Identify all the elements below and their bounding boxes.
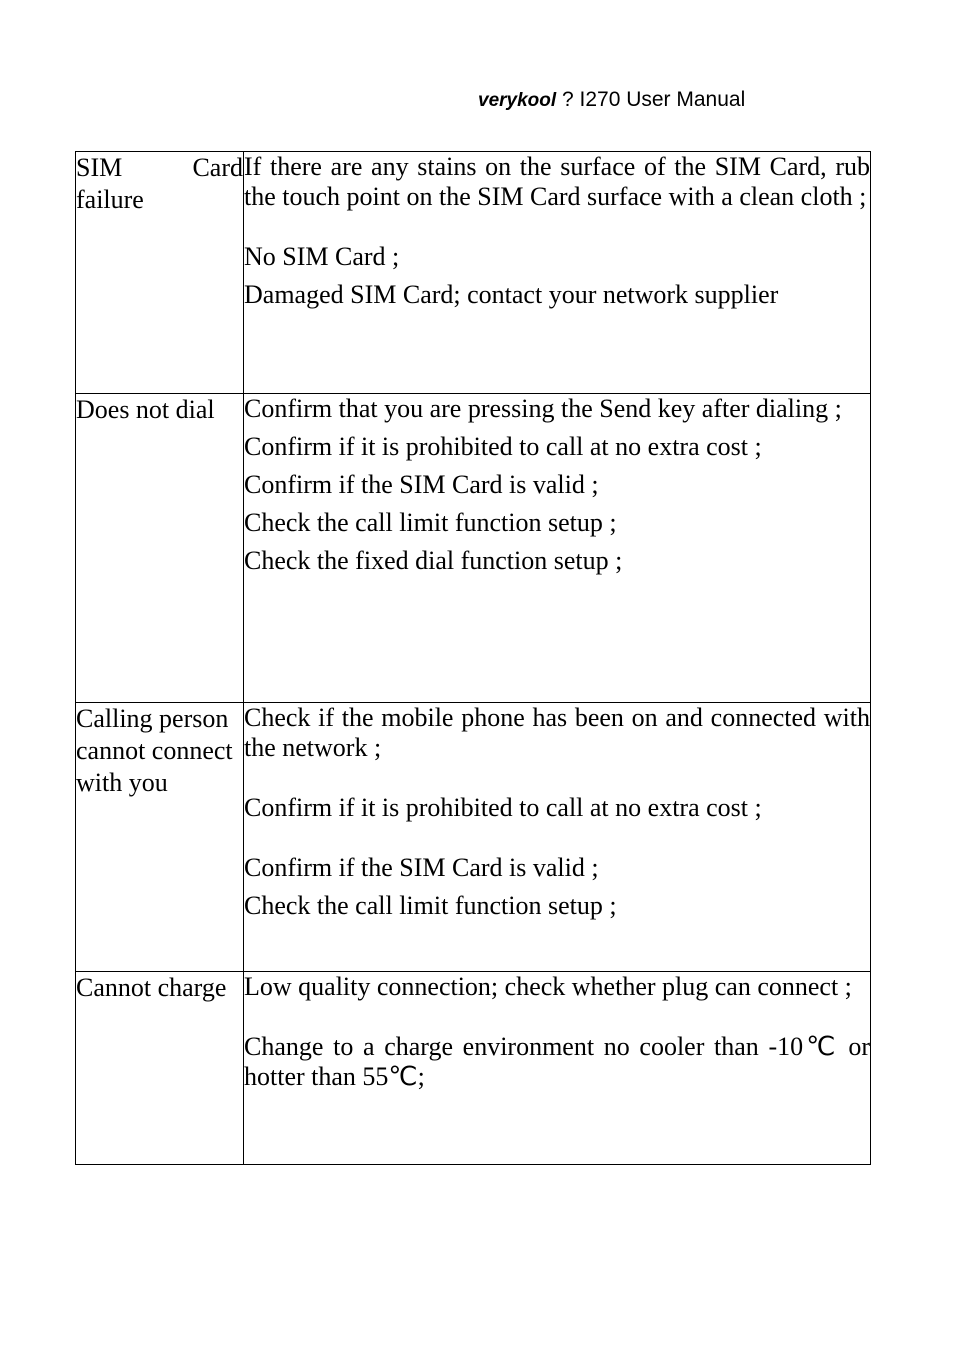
- troubleshooting-table: [75, 151, 871, 1165]
- table-row: [76, 152, 871, 394]
- table-row: [76, 703, 871, 972]
- table-row: [76, 394, 871, 703]
- solution-text: Confirm if the SIM Card is valid ;: [244, 853, 599, 882]
- solution-cell: [244, 152, 871, 394]
- solution-text: Confirm if it is prohibited to call at no extra cost ;: [244, 793, 762, 822]
- solution-text: Check the call limit function setup ;: [244, 891, 617, 920]
- problem-cell: Cannot charge: [76, 972, 244, 1165]
- solution-text: Confirm if it is prohibited to call at no extra cost ;: [244, 432, 762, 461]
- solution-cell: [244, 972, 871, 1165]
- solution-text: Check the call limit function setup ;: [244, 508, 617, 537]
- problem-cell: Calling person cannot connect with you: [76, 703, 244, 972]
- solution-text: No SIM Card ;: [244, 242, 400, 271]
- problem-cell: Does not dial: [76, 394, 244, 703]
- manual-title: ? I270 User Manual: [556, 88, 746, 111]
- solution-text: Low quality connection; check whether plug can connect ;: [244, 972, 852, 1001]
- solution-text: Confirm if the SIM Card is valid ;: [244, 470, 599, 499]
- solution-text: Check the fixed dial function setup ;: [244, 546, 623, 575]
- solution-cell: [244, 703, 871, 972]
- solution-text: Damaged SIM Card; contact your network supplier: [244, 280, 779, 309]
- solution-text: Check if the mobile phone has been on and connected with the network ;: [244, 703, 870, 762]
- problem-cell: SIM Card failure: [76, 152, 244, 394]
- table-row: [76, 972, 871, 1165]
- solution-text: Change to a charge environment no cooler than -10℃ or hotter than 55℃;: [244, 1032, 870, 1091]
- solution-text: If there are any stains on the surface of the SIM Card, rub the touch point on the SIM Card surface with a clean cloth ;: [244, 152, 870, 211]
- brand-name: verykool: [478, 90, 557, 111]
- solution-cell: [244, 394, 871, 703]
- solution-text: Confirm that you are pressing the Send key after dialing ;: [244, 394, 842, 423]
- page-header: [478, 88, 745, 112]
